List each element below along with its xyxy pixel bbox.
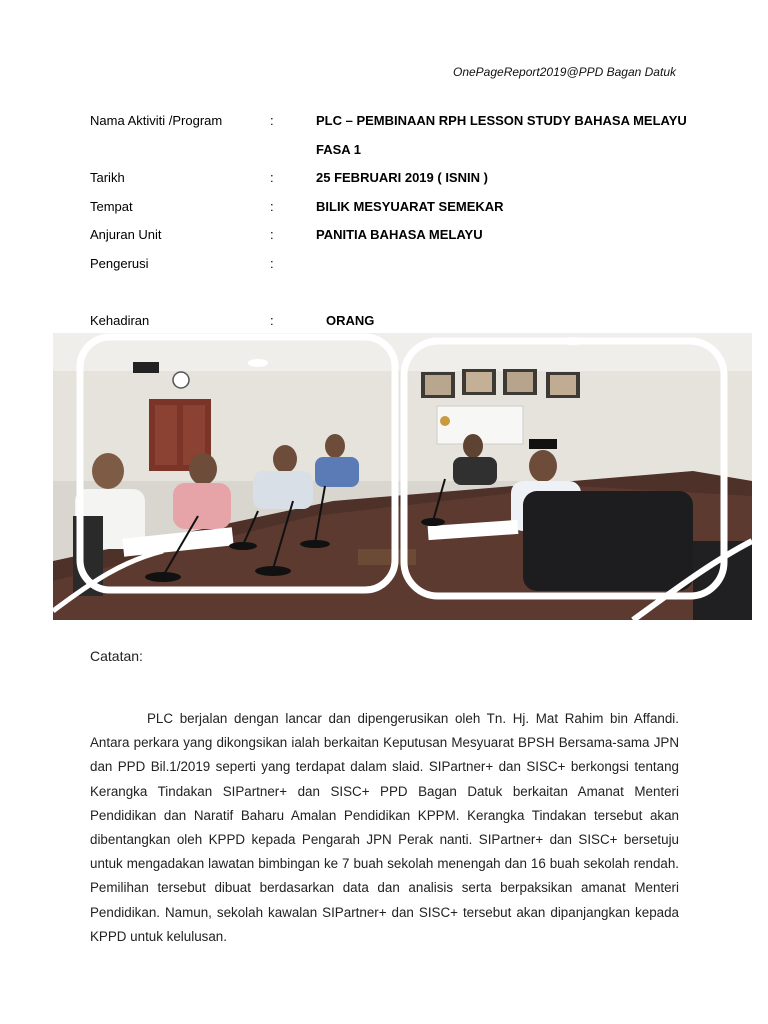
meeting-photo [53, 311, 752, 620]
catatan-label: Catatan: [90, 648, 143, 664]
colon: : [270, 170, 274, 185]
colon: : [270, 313, 274, 328]
label-nama-aktiviti: Nama Aktiviti /Program [90, 113, 223, 128]
colon: : [270, 227, 274, 242]
meeting-photo-illustration [53, 311, 752, 620]
colon: : [270, 256, 274, 271]
colon: : [270, 199, 274, 214]
label-tempat: Tempat [90, 199, 133, 214]
report-tagline: OnePageReport2019@PPD Bagan Datuk [453, 65, 676, 79]
label-kehadiran: Kehadiran [90, 313, 150, 328]
catatan-text: PLC berjalan dengan lancar dan dipengerusikan oleh Tn. Hj. Mat Rahim bin Affandi. Antara perkara yang dikongsikan ialah berkaitan Keputusan Mesyuarat BPSH Bersama-sama JPN dan PPD Bil.1/2019 seperti yang terdapat dalam slaid. SIPartner+ dan SISC+ berkongsi tentang Kerangka Tindakan SIPartner+ dan SISC+ PPD Bagan Datuk berkaitan Amanat Menteri Pendidikan dan Naratif Baharu Amalan Pendidikan KPPM. Kerangka Tindakan tersebut akan dibentangkan oleh KPPD kepada Pengarah JPN Perak nanti. SIPartner+ dan SISC+ bersetuju untuk mengadakan lawatan bimbingan ke 7 buah sekolah menengah dan 16 buah sekolah rendah. Pemilihan tersebut dibuat berdasarkan data dan analisis serta berpaksikan amanat Menteri Pendidikan. Namun, sekolah kawalan SIPartner+ dan SISC+ tersebut akan dipanjangkan kepada KPPD untuk kelulusan. [90, 711, 679, 944]
value-tarikh: 25 FEBRUARI 2019 ( ISNIN ) [316, 170, 488, 185]
label-anjuran: Anjuran Unit [90, 227, 162, 242]
value-nama-aktiviti-line2: FASA 1 [316, 142, 362, 157]
value-kehadiran: ORANG [326, 313, 375, 328]
value-anjuran: PANITIA BAHASA MELAYU [316, 227, 483, 242]
label-pengerusi: Pengerusi [90, 256, 149, 271]
value-nama-aktiviti-line1: PLC – PEMBINAAN RPH LESSON STUDY BAHASA MELAYU [316, 113, 687, 128]
value-tempat: BILIK MESYUARAT SEMEKAR [316, 199, 504, 214]
label-tarikh: Tarikh [90, 170, 125, 185]
colon: : [270, 113, 274, 128]
